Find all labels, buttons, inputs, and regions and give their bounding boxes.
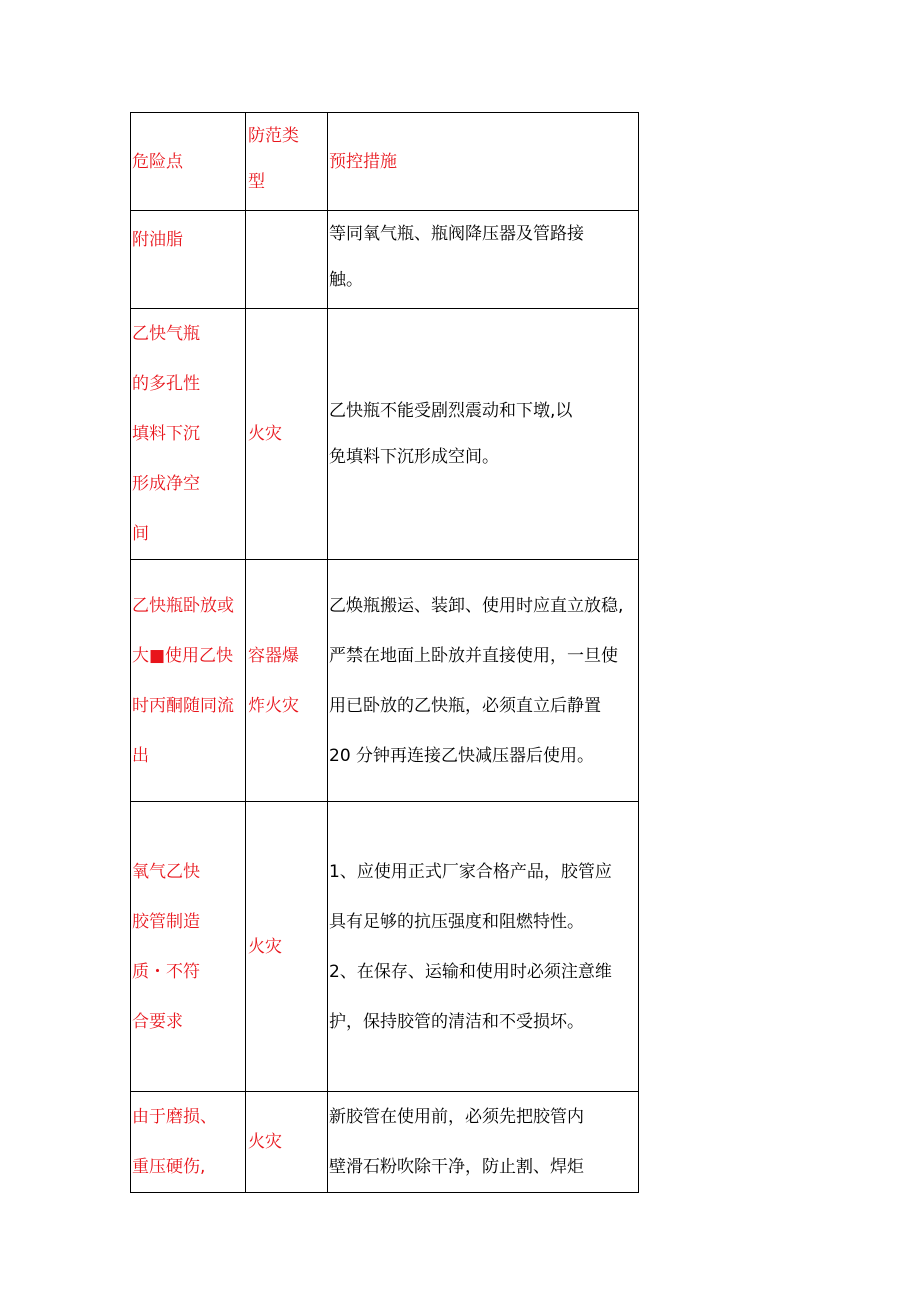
hazard-line: 由于磨损、 <box>132 1107 217 1127</box>
measure-cell <box>328 802 639 1092</box>
measure-line: 用已卧放的乙快瓶，必须直立后静置 <box>329 695 601 716</box>
measure-line: 严禁在地面上卧放并直接使用，一旦使 <box>329 645 618 666</box>
hazard-line: 间 <box>132 524 149 544</box>
hazard-line: 胶管制造 <box>132 911 200 932</box>
hazard-line: 形成净空 <box>132 474 200 494</box>
header-control-measures <box>328 113 639 211</box>
table-row <box>131 211 639 309</box>
hazard-line: 合要求 <box>132 1011 183 1032</box>
measure-line: 壁滑石粉吹除干净，防止割、焊炬 <box>329 1157 584 1177</box>
type-line: 容器爆 <box>248 645 299 666</box>
table-row <box>131 560 639 802</box>
hazard-cell <box>131 1092 246 1193</box>
type-cell <box>246 560 328 802</box>
measure-line: 触。 <box>329 270 363 290</box>
measure-line: 免填料下沉形成空间。 <box>329 447 499 467</box>
measure-cell <box>328 1092 639 1193</box>
type-line: 火灾 <box>248 424 282 444</box>
hazard-line: 质・不符 <box>132 961 200 982</box>
hazard-line: 出 <box>132 745 149 766</box>
type-cell <box>246 1092 328 1193</box>
hazard-line: 重压硬伤, <box>132 1157 206 1177</box>
measure-cell <box>328 211 639 309</box>
header-hazard-point <box>131 113 246 211</box>
measure-line: 1、应使用正式厂家合格产品，胶管应 <box>329 861 612 882</box>
hazard-line: 附油脂 <box>132 230 183 250</box>
table-header-row <box>131 113 639 211</box>
header-type-line-1: 防范类 <box>248 126 299 146</box>
hazard-line: 乙快瓶卧放或 <box>132 595 234 616</box>
header-hazard-label: 危险点 <box>132 151 183 172</box>
type-cell <box>246 309 328 560</box>
hazard-line: 的多孔性 <box>132 374 200 394</box>
hazard-line: 填料下沉 <box>132 424 200 444</box>
type-line: 火灾 <box>248 936 282 957</box>
type-cell <box>246 211 328 309</box>
header-type-line-2: 型 <box>248 172 265 192</box>
hazard-cell <box>131 560 246 802</box>
measure-line: 2、在保存、运输和使用时必须注意维 <box>329 961 612 982</box>
measure-line: 新胶管在使用前，必须先把胶管内 <box>329 1107 584 1127</box>
hazard-line: 乙快气瓶 <box>132 324 200 344</box>
table-row <box>131 1092 639 1193</box>
hazard-cell <box>131 211 246 309</box>
measure-line: 具有足够的抗压强度和阻燃特性。 <box>329 911 584 932</box>
table-row <box>131 802 639 1092</box>
hazard-control-table <box>130 112 639 1193</box>
measure-line: 乙快瓶不能受剧烈震动和下墩,以 <box>329 401 573 421</box>
measure-line: 等同氧气瓶、瓶阀降压器及管路接 <box>329 224 584 244</box>
type-cell <box>246 802 328 1092</box>
hazard-line: 大■使用乙快 <box>132 645 234 666</box>
header-prevention-type <box>246 113 328 211</box>
type-line: 火灾 <box>248 1132 282 1152</box>
measure-cell <box>328 309 639 560</box>
type-line: 炸火灾 <box>248 695 299 716</box>
hazard-line: 氧气乙快 <box>132 861 200 882</box>
hazard-cell <box>131 309 246 560</box>
hazard-cell <box>131 802 246 1092</box>
table-row <box>131 309 639 560</box>
measure-line: 20 分钟再连接乙快减压器后使用。 <box>329 745 595 766</box>
hazard-line: 时丙酮随同流 <box>132 695 234 716</box>
measure-line: 护，保持胶管的清洁和不受损坏。 <box>329 1011 584 1032</box>
measure-cell <box>328 560 639 802</box>
measure-line: 乙焕瓶搬运、装卸、使用时应直立放稳, <box>329 595 624 616</box>
header-measures-label: 预控措施 <box>329 151 397 172</box>
